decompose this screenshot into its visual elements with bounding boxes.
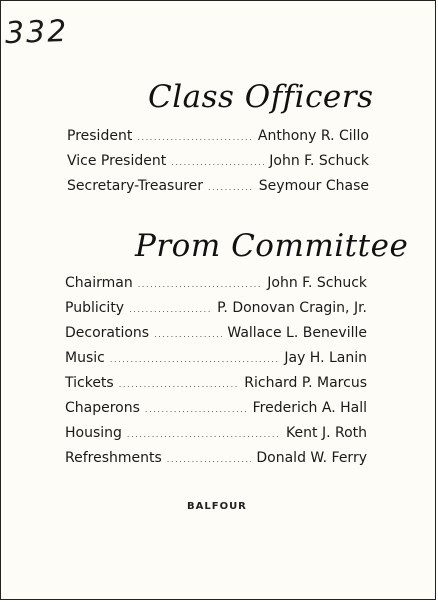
committee-role: Chaperons	[65, 400, 140, 416]
committee-role: Housing	[65, 425, 122, 441]
dot-leader	[119, 380, 240, 389]
officer-role: President	[67, 128, 133, 144]
committee-role: Music	[65, 350, 105, 366]
prom-committee-heading: Prom Committee	[135, 228, 409, 264]
officer-row	[67, 178, 369, 194]
committee-name: Jay H. Lanin	[284, 350, 367, 366]
dot-leader	[171, 158, 264, 167]
officer-row	[67, 153, 369, 169]
committee-role: Tickets	[65, 375, 114, 391]
officer-role: Secretary-Treasurer	[67, 178, 204, 194]
officer-name: John F. Schuck	[269, 153, 369, 169]
committee-role: Publicity	[65, 300, 125, 316]
dot-leader	[137, 133, 253, 142]
committee-name: P. Donovan Cragin, Jr.	[217, 300, 367, 316]
dot-leader	[145, 405, 248, 414]
committee-name: Donald W. Ferry	[256, 450, 367, 466]
committee-name: John F. Schuck	[267, 275, 367, 291]
dot-leader	[208, 183, 254, 192]
committee-row	[65, 425, 367, 441]
committee-row	[65, 300, 367, 316]
committee-name: Richard P. Marcus	[244, 375, 367, 391]
officer-name: Seymour Chase	[258, 178, 369, 194]
committee-row	[65, 275, 367, 291]
committee-role: Refreshments	[65, 450, 162, 466]
dot-leader	[138, 280, 263, 289]
dot-leader	[110, 355, 280, 364]
committee-name: Frederich A. Hall	[252, 400, 367, 416]
committee-role: Decorations	[65, 325, 150, 341]
committee-name: Kent J. Roth	[286, 425, 367, 441]
dot-leader	[129, 305, 212, 314]
officer-row	[67, 128, 369, 144]
printer-imprint: BALFOUR	[187, 501, 247, 512]
committee-role: Chairman	[65, 275, 133, 291]
handwritten-page-number: 332	[4, 13, 69, 52]
class-officers-heading: Class Officers	[148, 79, 374, 115]
committee-row	[65, 325, 367, 341]
committee-row	[65, 350, 367, 366]
dot-leader	[154, 330, 222, 339]
officer-role: Vice President	[67, 153, 167, 169]
officer-name: Anthony R. Cillo	[257, 128, 369, 144]
committee-row	[65, 375, 367, 391]
committee-row	[65, 400, 367, 416]
dot-leader	[127, 430, 281, 439]
committee-name: Wallace L. Beneville	[227, 325, 367, 341]
committee-row	[65, 450, 367, 466]
dot-leader	[167, 455, 252, 464]
